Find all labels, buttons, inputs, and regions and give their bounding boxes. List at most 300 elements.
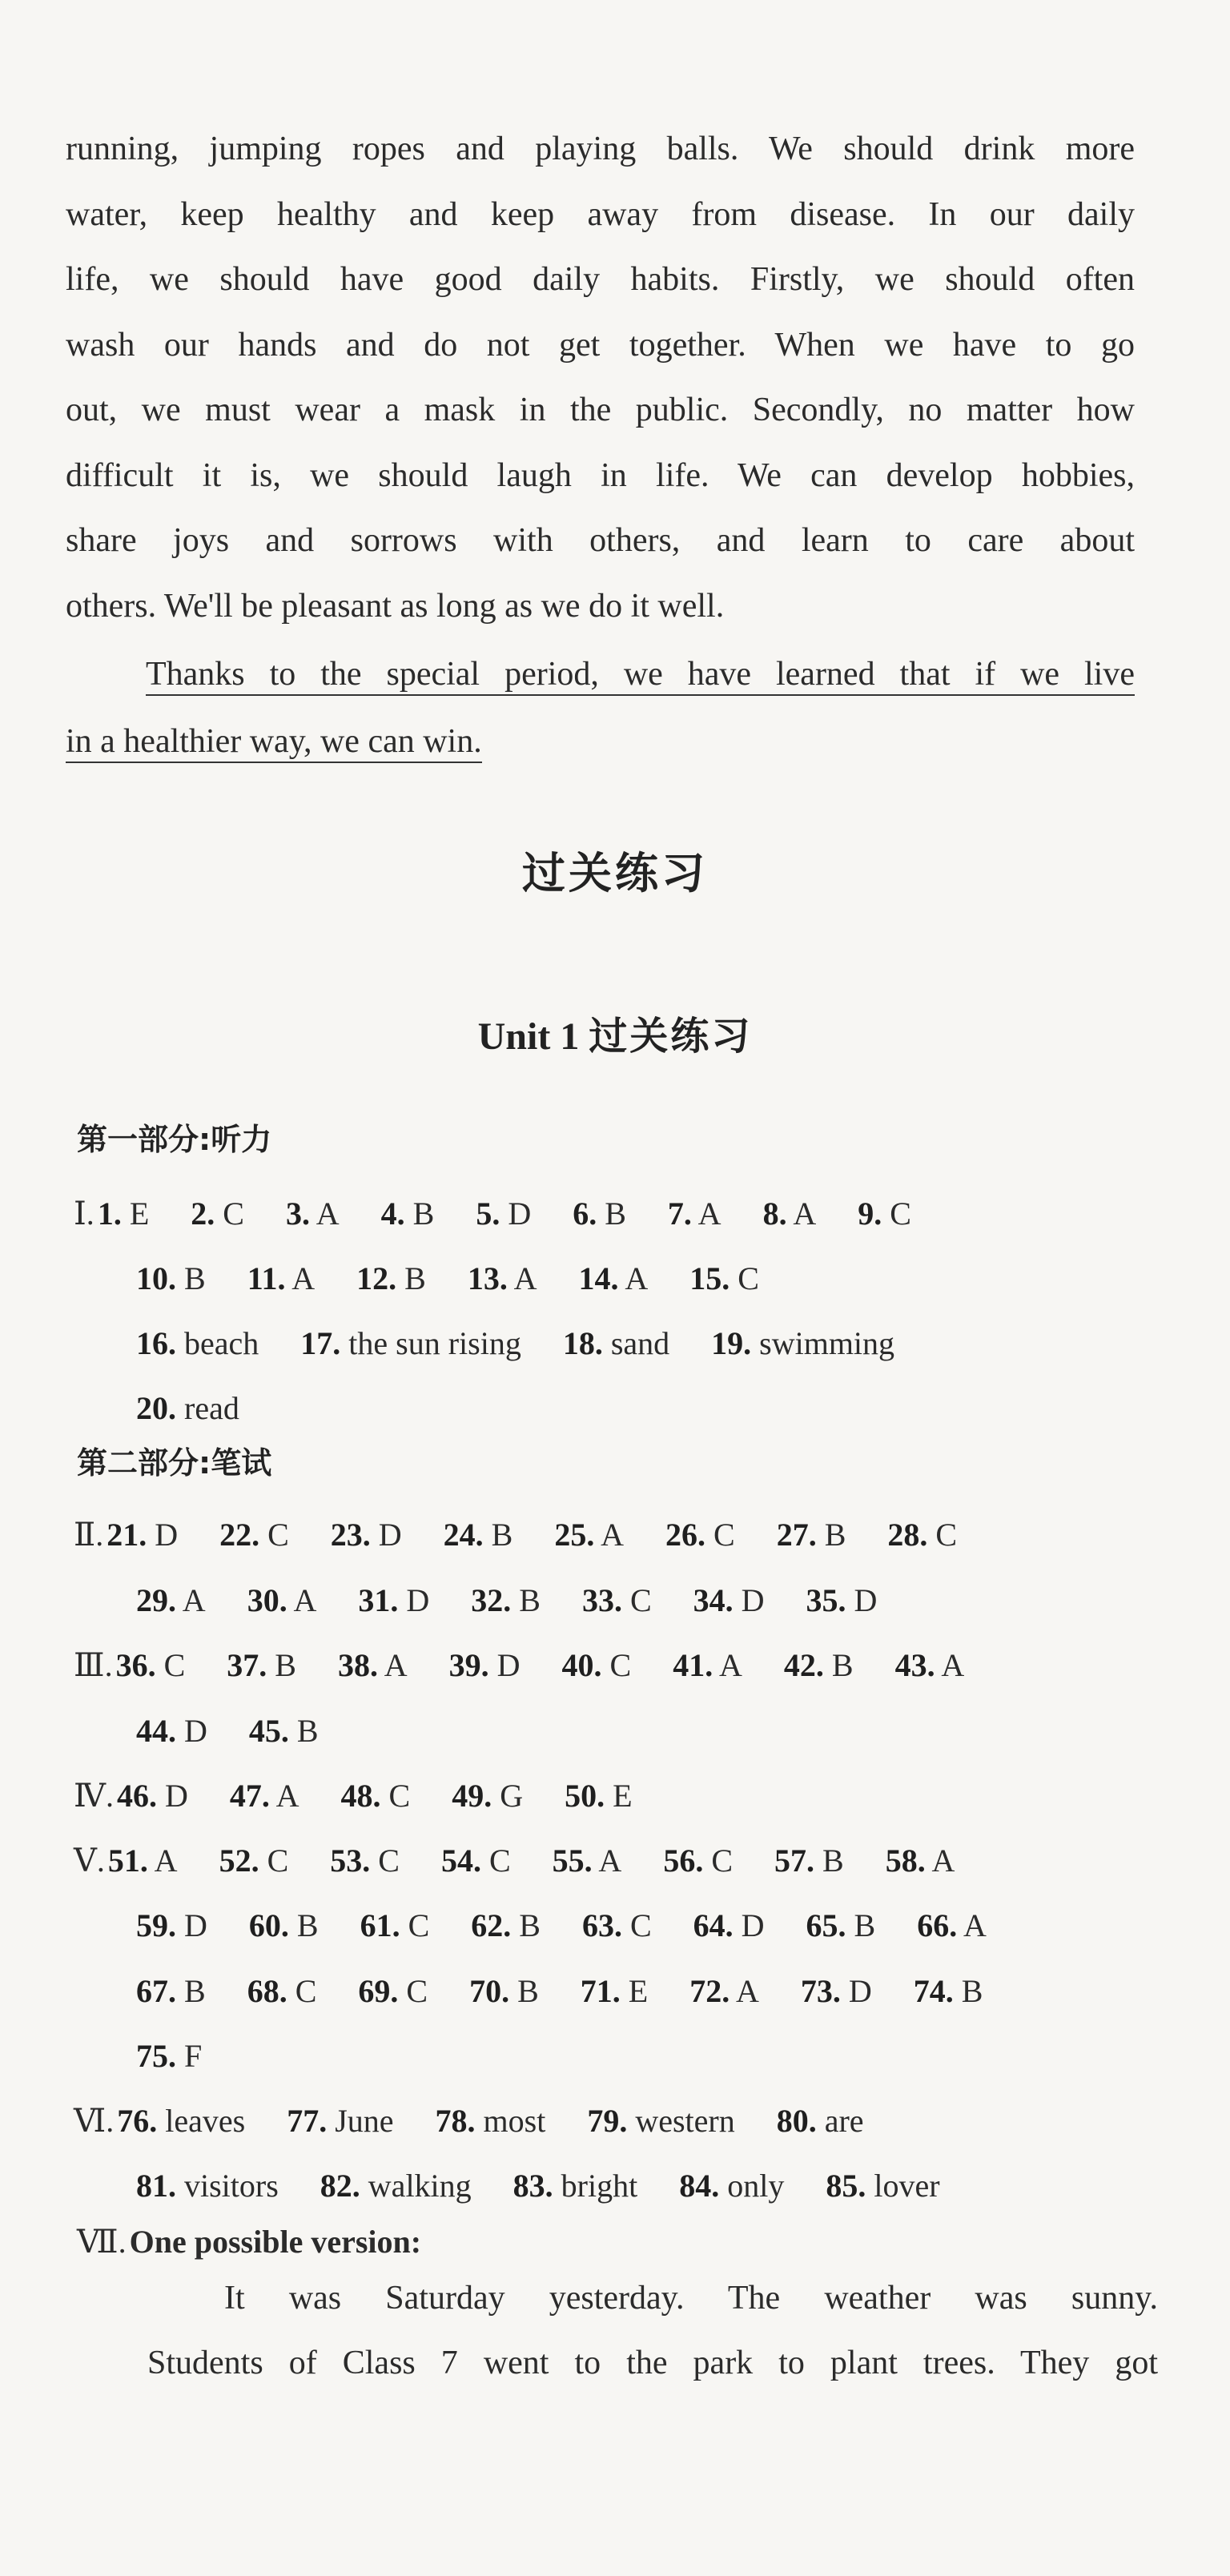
answer-item [562,1646,632,1684]
answer-item [895,1646,965,1684]
underlined-line [66,641,1135,708]
answer-item [330,1842,400,1879]
question-number: 18. [562,1325,603,1361]
underlined-line [66,708,1135,775]
answer-row [136,1581,877,1619]
part2-label: 第二部分:笔试 [77,1445,272,1481]
answer-item [136,1324,259,1362]
answer-item [553,1842,622,1879]
answer-value: B [814,1843,844,1879]
question-number: 15. [689,1260,730,1296]
answer-item [358,1581,429,1619]
answer-value: D [156,1778,188,1814]
question-number: 72. [689,1973,730,2009]
question-number: 11. [247,1260,286,1296]
answer-value: A [618,1260,649,1296]
answer-item [587,2102,734,2140]
answer-value: C [621,1582,652,1618]
question-number: 83. [512,2168,553,2204]
question-number: 56. [663,1843,704,1879]
answer-item [806,1907,876,1944]
answer-item [136,1581,206,1619]
answer-item [219,1842,289,1879]
paragraph-line: share joys and sorrows with others, and learn to care about [66,522,1135,559]
question-number: 85. [826,2168,866,2204]
question-number: 20. [136,1390,176,1426]
answer-item [441,1842,511,1879]
answer-row [74,1842,955,1879]
answer-value: C [882,1196,911,1232]
answer-value: walking [360,2168,472,2204]
answer-item [476,1195,531,1232]
question-number: 58. [885,1843,926,1879]
answer-value: B [953,1973,983,2009]
answer-value: B [176,1260,206,1296]
question-number: 7. [667,1196,692,1232]
answer-value: C [398,1973,428,2009]
answer-value: B [823,1647,854,1683]
answer-item [513,2167,638,2204]
answer-value: D [488,1647,521,1683]
answer-value: D [840,1973,872,2009]
answer-value: A [269,1778,299,1814]
answer-row [136,1324,894,1362]
answer-item [107,1516,178,1553]
unit-heading [0,1005,1230,1060]
answer-value: B [288,1713,319,1749]
answer-value: A [935,1647,965,1683]
question-number: 62. [471,1907,512,1943]
answer-row [74,1646,964,1684]
question-number: 26. [665,1517,706,1553]
answer-value: C [259,1843,289,1879]
question-number: 81. [136,2168,176,2204]
answer-value: A [713,1647,742,1683]
answer-value: E [605,1778,633,1814]
answer-item [136,1972,206,2010]
answer-value: leaves [157,2103,246,2139]
section-numeral: Ⅴ. [74,1843,105,1879]
answer-row [136,1972,983,2010]
answer-item [668,1195,722,1232]
answer-value: B [396,1260,426,1296]
answer-item [689,1260,759,1297]
answer-item [136,1907,207,1944]
answer-item [117,2102,245,2140]
answer-value: B [509,1973,539,2009]
question-number: 46. [116,1778,157,1814]
answer-value: D [500,1196,532,1232]
answer-item [136,1260,206,1297]
answer-value: A [594,1517,625,1553]
answer-item [582,1581,652,1619]
question-number: 10. [136,1260,176,1296]
answer-value: B [511,1907,541,1943]
answer-item [287,2102,393,2140]
answer-item [887,1516,957,1553]
unit-heading-cn: 过关练习 [589,1014,753,1059]
answer-value: swimming [751,1325,895,1361]
answer-row [74,2102,864,2140]
question-number: 24. [443,1517,484,1553]
answer-value: B [483,1517,513,1553]
question-number: 75. [136,2038,176,2074]
answer-item [471,1907,541,1944]
question-number: 64. [693,1907,734,1943]
question-number: 30. [247,1582,287,1618]
answer-item [858,1195,911,1232]
answer-value: D [176,1713,207,1749]
answer-value: C [370,1843,400,1879]
question-number: 54. [440,1843,481,1879]
paragraph-line: running, jumping ropes and playing balls. We should drink more [66,131,1135,167]
underlined-text: Thanks to the special period, we have learned that if we live [146,656,1135,696]
underlined-text: in a healthier way, we can win. [66,723,482,763]
top-paragraph [66,117,1135,639]
answer-value: are [816,2103,864,2139]
answer-value: A [176,1582,206,1618]
answer-value: A [730,1973,759,2009]
question-number: 39. [448,1647,489,1683]
answer-value: B [816,1517,846,1553]
answer-item [247,1581,317,1619]
answer-row [136,2037,202,2075]
answer-item [784,1646,854,1684]
question-number: 52. [219,1843,259,1879]
answer-item [136,1712,207,1750]
answer-item [693,1907,765,1944]
answer-value: sand [602,1325,670,1361]
question-number: 35. [806,1582,846,1618]
answer-value: B [176,1973,206,2009]
answer-value: A [786,1196,817,1232]
question-number: 40. [561,1647,602,1683]
answer-value: C [215,1196,244,1232]
answer-item [436,2102,546,2140]
section-numeral: Ⅳ. [74,1778,114,1814]
question-number: 34. [693,1582,734,1618]
question-number: 29. [136,1582,176,1618]
question-number: 4. [380,1196,405,1232]
answer-item [341,1777,411,1814]
answer-item [444,1516,513,1553]
answer-item [886,1842,955,1879]
question-number: 12. [356,1260,397,1296]
question-number: 66. [917,1907,958,1943]
answer-item [247,1972,317,2010]
answer-value: the sun rising [340,1325,521,1361]
question-number: 19. [711,1325,752,1361]
answer-value: B [267,1647,296,1683]
answer-item [581,1972,648,2010]
answer-row [74,1516,957,1553]
section-numeral: Ⅰ. [74,1196,94,1232]
paragraph-line: life, we should have good daily habits. Firstly, we should often [66,261,1135,298]
question-number: 49. [452,1778,492,1814]
answer-value: D [733,1582,765,1618]
answer-value: only [719,2168,785,2204]
answer-item [663,1842,733,1879]
question-number: 38. [337,1647,378,1683]
answer-item [356,1260,426,1297]
answer-item [191,1195,244,1232]
answer-item [320,2167,472,2204]
question-number: 79. [587,2103,628,2139]
paragraph-line: difficult it is, we should laugh in life. We can develop hobbies, [66,456,1135,494]
section-numeral: Ⅵ. [74,2103,115,2139]
question-number: 36. [115,1647,156,1683]
paragraph-line: out, we must wear a mask in the public. Secondly, no matter how [66,392,1135,428]
question-number: 9. [858,1196,882,1232]
answer-row [136,1260,759,1297]
question-number: 63. [581,1907,622,1943]
answer-row [136,1712,319,1750]
question-number: 1. [97,1196,122,1232]
question-number: 41. [673,1647,713,1683]
part1-label: 第一部分:听力 [77,1122,272,1157]
answer-value: A [507,1260,537,1296]
paragraph-line: others. We'll be pleasant as long as we do it well. [66,587,725,625]
essay-line: It was Saturday yesterday. The weather was sunny. [224,2280,1158,2317]
essay-line: Students of Class 7 went to the park to plant trees. They got [147,2345,1158,2381]
answer-item [679,2167,784,2204]
answer-item [249,1712,319,1750]
answer-item [763,1195,817,1232]
answer-value: June [327,2103,394,2139]
answer-item [801,1972,872,2010]
answer-row [136,1389,239,1427]
answer-value: lover [866,2168,940,2204]
answer-item [360,1907,430,1944]
answer-value: B [846,1907,876,1943]
answer-item [774,1842,844,1879]
answer-value: C [705,1517,735,1553]
answer-item [452,1777,523,1814]
unit-heading-unit: Unit 1 [477,1015,580,1058]
question-number: 67. [136,1973,176,2009]
paragraph-line: water, keep healthy and keep away from disease. In our daily [66,195,1135,233]
question-number: 32. [471,1582,512,1618]
question-number: 44. [136,1713,176,1749]
answer-item [582,1907,652,1944]
question-number: 28. [887,1517,928,1553]
answer-value: D [147,1517,179,1553]
answer-item [286,1195,340,1232]
question-number: 69. [358,1973,399,2009]
question-number: 84. [679,2168,720,2204]
answer-item [471,1581,541,1619]
answer-value: A [147,1843,178,1879]
answer-value: most [475,2103,546,2139]
answer-value: western [627,2103,735,2139]
question-number: 70. [469,1973,510,2009]
answer-value: D [398,1582,430,1618]
answer-item [914,1972,983,2010]
answer-row [136,1907,987,1944]
question-number: 16. [136,1325,176,1361]
answer-value: A [925,1843,955,1879]
answer-value: D [733,1907,765,1943]
answer-item [673,1646,742,1684]
main-heading: 过关练习 [522,848,708,898]
answer-item [338,1646,408,1684]
answer-item [469,1972,539,2010]
answer-item [136,2037,202,2075]
answer-item [300,1324,521,1362]
answer-value: A [287,1582,317,1618]
answer-value: G [492,1778,524,1814]
question-number: 47. [229,1778,270,1814]
section-numeral: Ⅲ. [74,1647,113,1683]
question-number: 13. [467,1260,508,1296]
question-number: 68. [247,1973,287,2009]
question-number: 50. [565,1778,605,1814]
answer-value: F [176,2038,203,2074]
answer-item [826,2167,939,2204]
answer-value: E [121,1196,150,1232]
question-number: 60. [248,1907,289,1943]
answer-item [917,1907,987,1944]
answer-item [468,1260,537,1297]
answer-item [136,2167,279,2204]
answer-item [449,1646,521,1684]
answer-value: C [621,1907,652,1943]
answer-value: A [377,1647,408,1683]
section-7-heading [77,2223,421,2261]
answer-item [554,1516,624,1553]
answer-value: bright [553,2168,638,2204]
question-number: 8. [762,1196,787,1232]
section-7-numeral: Ⅶ. [77,2224,127,2260]
answer-item [98,1195,149,1232]
question-number: 17. [300,1325,341,1361]
answer-item [777,2102,864,2140]
answer-value: C [730,1260,759,1296]
answer-item [693,1581,765,1619]
answer-row [74,1195,911,1232]
answer-value: C [400,1907,430,1943]
answer-value: A [309,1196,340,1232]
answer-item [573,1195,626,1232]
answer-item [219,1516,289,1553]
answer-value: read [176,1390,239,1426]
question-number: 61. [360,1907,400,1943]
answer-value: D [176,1907,207,1943]
answer-value: C [703,1843,734,1879]
answer-item [136,1389,239,1427]
paragraph-line: wash our hands and do not get together. When we have to go [66,326,1135,364]
answer-item [565,1777,632,1814]
question-number: 37. [227,1647,267,1683]
question-number: 33. [581,1582,622,1618]
answer-value: B [597,1196,626,1232]
answer-value: C [287,1973,317,2009]
underlined-paragraph [66,641,1135,775]
answer-item [806,1581,878,1619]
answer-value: B [404,1196,435,1232]
question-number: 22. [219,1517,260,1553]
question-number: 51. [107,1843,148,1879]
answer-value: C [927,1517,958,1553]
answer-value: A [957,1907,987,1943]
question-number: 21. [107,1517,147,1553]
question-number: 14. [578,1260,619,1296]
answer-row [136,2167,940,2204]
question-number: 57. [774,1843,815,1879]
question-number: 45. [248,1713,289,1749]
answer-item [230,1777,299,1814]
answer-value: D [370,1517,402,1553]
answer-value: visitors [176,2168,279,2204]
answer-value: B [288,1907,319,1943]
question-number: 3. [285,1196,310,1232]
answer-item [227,1646,296,1684]
answer-item [331,1516,402,1553]
question-number: 53. [330,1843,371,1879]
answer-item [711,1324,894,1362]
question-number: 6. [573,1196,597,1232]
question-number: 77. [287,2103,328,2139]
answer-item [117,1777,188,1814]
answer-item [108,1842,178,1879]
question-number: 73. [800,1973,841,2009]
question-number: 43. [894,1647,935,1683]
answer-value: beach [176,1325,259,1361]
answer-value: C [259,1517,289,1553]
question-number: 82. [320,2168,360,2204]
answer-value: C [155,1647,186,1683]
question-number: 55. [552,1843,593,1879]
question-number: 78. [435,2103,476,2139]
answer-item [116,1646,186,1684]
answer-item [358,1972,428,2010]
answer-value: C [380,1778,411,1814]
answer-item [249,1907,319,1944]
question-number: 76. [117,2103,158,2139]
answer-item [247,1260,315,1297]
question-number: 65. [806,1907,846,1943]
question-number: 2. [191,1196,215,1232]
answer-row [74,1777,633,1814]
question-number: 74. [913,1973,954,2009]
essay [147,2266,1158,2396]
question-number: 59. [136,1907,176,1943]
answer-item [665,1516,735,1553]
answer-value: D [846,1582,878,1618]
answer-value: B [511,1582,541,1618]
question-number: 25. [554,1517,595,1553]
question-number: 5. [476,1196,500,1232]
answer-item [563,1324,669,1362]
answer-value: A [285,1260,316,1296]
answer-item [777,1516,846,1553]
answer-value: A [691,1196,722,1232]
question-number: 71. [580,1973,621,2009]
question-number: 42. [783,1647,824,1683]
section-numeral: Ⅱ. [74,1517,104,1553]
answer-item [579,1260,649,1297]
question-number: 31. [358,1582,399,1618]
question-number: 27. [776,1517,817,1553]
answer-value: E [620,1973,649,2009]
answer-value: A [592,1843,622,1879]
question-number: 80. [776,2103,817,2139]
question-number: 23. [330,1517,371,1553]
answer-value: C [601,1647,632,1683]
question-number: 48. [340,1778,381,1814]
answer-item [689,1972,759,2010]
section-7-title: One possible version: [129,2224,422,2260]
